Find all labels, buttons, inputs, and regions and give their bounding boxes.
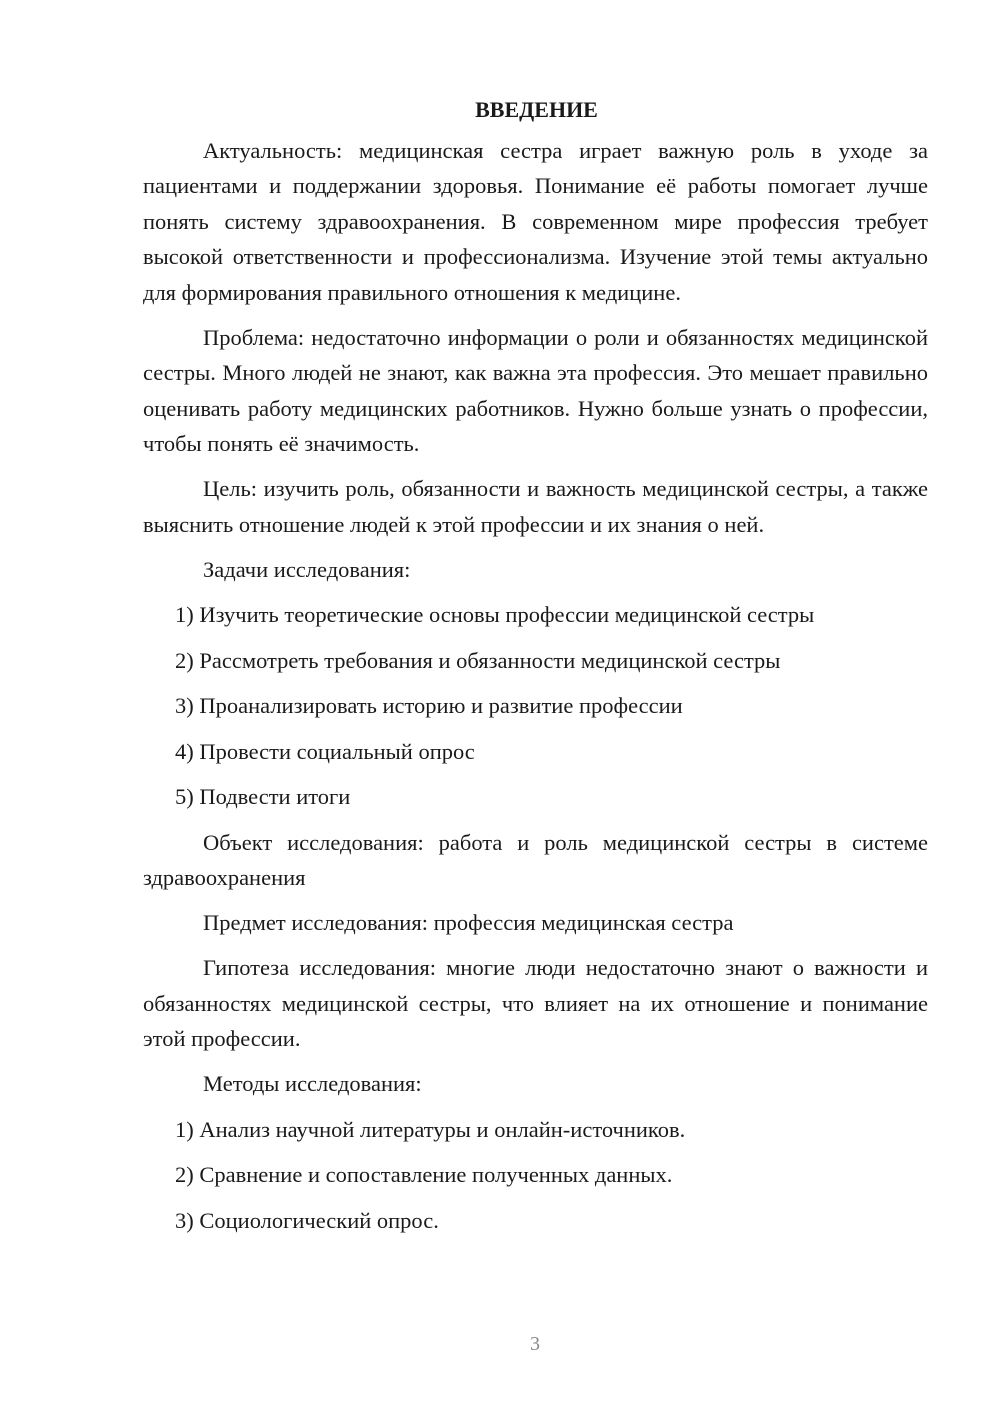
list-item: 3) Социологический опрос. (175, 1207, 439, 1233)
page-number: 3 (530, 1333, 540, 1355)
hypothesis-paragraph: Гипотеза исследования: многие люди недостаточно знают о важности и обязанностях медицинской сестры, что влияет на их отношение и понимание этой профессии. (143, 955, 928, 1051)
document-page (143, 92, 928, 1248)
relevance-paragraph: Актуальность: медицинская сестра играет важную роль в уходе за пациентами и поддержании здоровья. Понимание её работы помогает лучше понять систему здравоохранения. В современном мире профессия требует высокой ответственности и профессионализма. Изучение этой темы актуально для формирования правильного отношения к медицине. (143, 137, 928, 305)
tasks-label: Задачи исследования: (203, 556, 411, 582)
list-item: 2) Сравнение и сопоставление полученных данных. (175, 1162, 673, 1187)
goal-paragraph: Цель: изучить роль, обязанности и важность медицинской сестры, а также выяснить отношение людей к этой профессии и их знания о ней. (143, 476, 928, 537)
problem-paragraph: Проблема: недостаточно информации о роли и обязанностях медицинской сестры. Много людей не знают, как важна эта профессия. Это мешает правильно оценивать работу медицинских работников. Нужно больше узнать о профессии, чтобы понять её значимость. (143, 324, 928, 456)
list-item: 5) Подвести итоги (175, 784, 351, 809)
methods-list (143, 1112, 928, 1239)
list-item: 1) Анализ научной литературы и онлайн-источников. (175, 1116, 686, 1142)
subject-paragraph: Предмет исследования: профессия медицинская сестра (203, 910, 734, 935)
tasks-list (143, 597, 928, 815)
section-heading: ВВЕДЕНИЕ (475, 97, 598, 122)
list-item: 1) Изучить теоретические основы профессии медицинской сестры (175, 602, 815, 627)
list-item: 2) Рассмотреть требования и обязанности медицинской сестры (175, 647, 781, 673)
list-item: 3) Проанализировать историю и развитие профессии (175, 693, 683, 718)
methods-label: Методы исследования: (203, 1071, 422, 1096)
object-paragraph: Объект исследования: работа и роль медицинской сестры в системе здравоохранения (143, 829, 928, 890)
list-item: 4) Провести социальный опрос (175, 738, 475, 764)
